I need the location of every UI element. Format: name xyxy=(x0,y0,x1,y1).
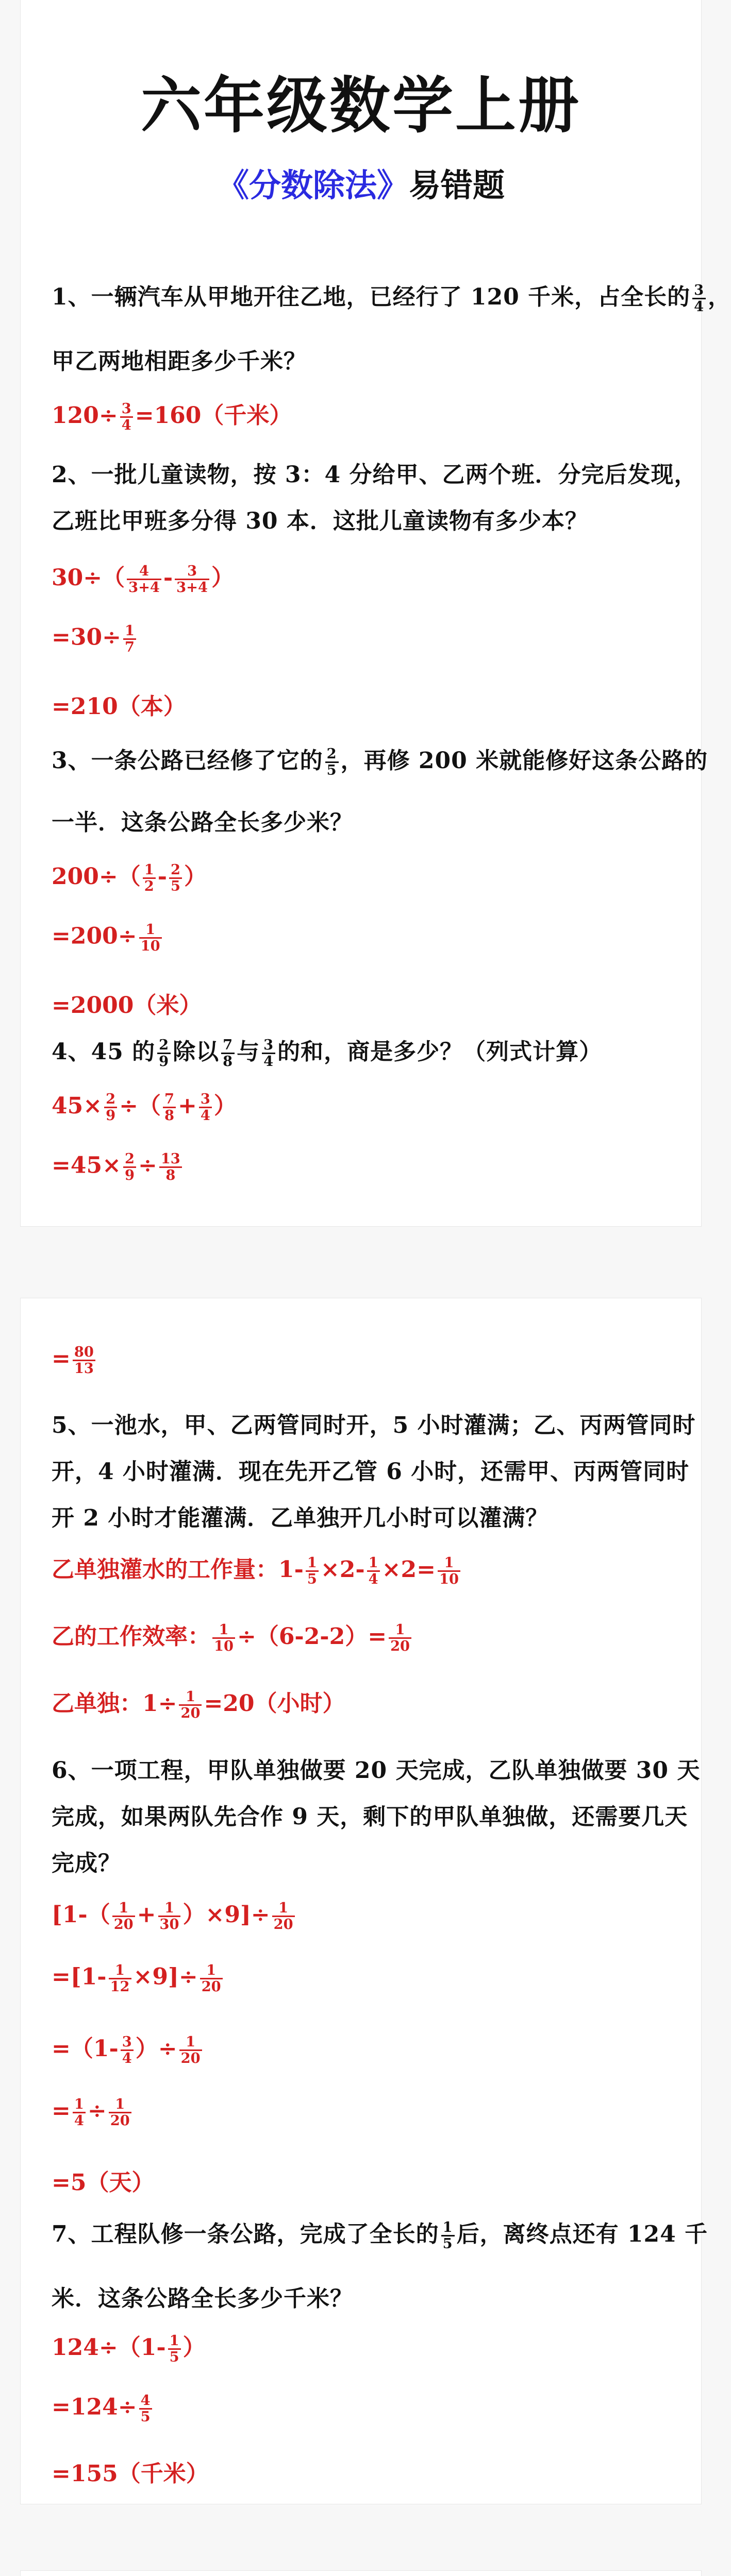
answer-6-result: =5（天） xyxy=(52,2170,155,2196)
fraction: $\frac{4}{5}$ xyxy=(139,2393,152,2424)
worksheet-page-1 xyxy=(21,0,731,1226)
page-title: 六年级数学上册 xyxy=(140,70,581,141)
question-3-line-2: 一半．这条公路全长多少米？ xyxy=(52,809,353,836)
fraction: $\frac{4}{3+4}$ xyxy=(127,564,161,595)
answer-3-step-2: =200÷ $\frac{1}{10}$ xyxy=(52,922,670,953)
fraction: $\frac{1}{10}$ xyxy=(139,922,162,953)
subtitle-topic: 《分数除法》 xyxy=(217,166,409,204)
page-subtitle xyxy=(21,160,701,206)
subtitle-suffix: 易错题 xyxy=(409,166,505,204)
fraction: $\frac{3}{3+4}$ xyxy=(175,564,209,595)
fraction: $\frac{1}{20}$ xyxy=(389,1622,411,1653)
question-5-line-3: 开 2 小时才能灌满．乙单独开几小时可以灌满？ xyxy=(52,1505,549,1531)
fraction: $\frac{1}{4}$ xyxy=(73,2097,86,2128)
fraction: $\frac{7}{8}$ xyxy=(163,1092,176,1123)
answer-7-step-1: 124÷（1- $\frac{1}{5}$ ） xyxy=(52,2332,206,2365)
answer-7-result: =155（千米） xyxy=(52,2461,209,2487)
fraction: $\frac{3}{4}$ xyxy=(121,2035,134,2065)
question-5-line-2: 开，4 小时灌满．现在先开乙管 6 小时，还需甲、丙两管同时 xyxy=(52,1459,690,1485)
fraction: $\frac{1}{5}$ xyxy=(306,1555,319,1586)
fraction: $\frac{1}{30}$ xyxy=(158,1901,181,1931)
answer-6-step-2: =[1- $\frac{1}{12}$ ×9]÷ $\frac{1}{20}$ xyxy=(52,1963,670,1994)
fraction: $\frac{1}{2}$ xyxy=(143,862,156,893)
fraction: $\frac{3}{4}$ xyxy=(262,1038,275,1069)
fraction: $\frac{1}{20}$ xyxy=(200,1963,223,1994)
fraction: $\frac{2}{9}$ xyxy=(123,1151,136,1182)
question-6-line-3: 完成？ xyxy=(52,1850,121,1876)
answer-1: 120÷ $\frac{3}{4}$ =160（千米） xyxy=(52,400,292,433)
fraction: $\frac{3}{4}$ xyxy=(120,401,133,432)
fraction: $\frac{1}{12}$ xyxy=(109,1963,131,1994)
fraction: $\frac{3}{4}$ xyxy=(199,1092,212,1123)
fraction: $\frac{80}{13}$ xyxy=(73,1345,95,1376)
answer-2-result: =210（本） xyxy=(52,693,186,720)
fraction: $\frac{1}{10}$ xyxy=(212,1622,235,1653)
worksheet-page-2 xyxy=(21,1298,708,2504)
answer-6-step-3: =（1- $\frac{3}{4}$ ）÷ $\frac{1}{20}$ xyxy=(52,2030,670,2066)
question-5-line-1: 5、一池水，甲、乙两管同时开，5 小时灌满；乙、丙两管同时 xyxy=(52,1412,696,1438)
answer-7-step-2: =124÷ $\frac{4}{5}$ xyxy=(52,2393,670,2424)
fraction: $\frac{1}{4}$ xyxy=(367,1555,380,1586)
answer-2-step-2: =30÷ $\frac{1}{7}$ xyxy=(52,623,670,654)
fraction: $\frac{2}{5}$ xyxy=(169,862,182,893)
question-2-line-2: 乙班比甲班多分得 30 本．这批儿童读物有多少本？ xyxy=(52,508,588,534)
question-6-line-1: 6、一项工程，甲队单独做要 20 天完成，乙队单独做要 30 天 xyxy=(52,1757,701,1784)
fraction: $\frac{1}{20}$ xyxy=(112,1901,135,1931)
question-4: 4、45 的 $\frac{2}{9}$ 除以 $\frac{7}{8}$ 与 $\frac{3}{4}$ 的和，商是多少？（列式计算） xyxy=(52,1037,603,1070)
answer-5-step-2: 乙的工作效率： $\frac{1}{10}$ ÷（6-2-2）= $\frac{1}{20}$ xyxy=(52,1618,670,1654)
fraction: $\frac{1}{20}$ xyxy=(179,1689,202,1720)
answer-3-step-1: 200÷（ $\frac{1}{2}$ - $\frac{2}{5}$ ） xyxy=(52,861,207,894)
fraction: $\frac{2}{9}$ xyxy=(157,1038,171,1069)
question-7-line-2: 米．这条公路全长多少千米？ xyxy=(52,2285,353,2312)
fraction: $\frac{1}{20}$ xyxy=(179,2035,202,2065)
answer-4-result: = $\frac{80}{13}$ xyxy=(52,1345,670,1376)
answer-6-step-4: = $\frac{1}{4}$ ÷ $\frac{1}{20}$ xyxy=(52,2097,670,2128)
answer-5-step-1: 乙单独灌水的工作量：1- $\frac{1}{5}$ ×2- $\frac{1}{4}$ ×2= $\frac{1}{10}$ xyxy=(52,1551,670,1587)
fraction: $\frac{1}{10}$ xyxy=(438,1555,460,1586)
question-6-line-2: 完成，如果两队先合作 9 天，剩下的甲队单独做，还需要几天 xyxy=(52,1804,688,1830)
answer-4-step-2: =45× $\frac{2}{9}$ ÷ $\frac{13}{8}$ xyxy=(52,1151,670,1182)
fraction: $\frac{1}{7}$ xyxy=(123,623,136,654)
fraction: $\frac{3}{4}$ xyxy=(692,283,706,314)
question-3-line-1: 3、一条公路已经修了它的 $\frac{2}{5}$ ，再修 200 米就能修好这条公路的 xyxy=(52,745,708,778)
worksheet-page-3 xyxy=(21,2571,701,2576)
question-2-line-1: 2、一批儿童读物，按 3：4 分给甲、乙两个班．分完后发现， xyxy=(52,462,697,488)
fraction: $\frac{1}{20}$ xyxy=(109,2097,131,2128)
fraction: $\frac{1}{5}$ xyxy=(168,2333,181,2364)
fraction: $\frac{1}{20}$ xyxy=(272,1901,295,1931)
fraction: $\frac{2}{9}$ xyxy=(104,1092,117,1123)
question-1-line-2: 甲乙两地相距多少千米？ xyxy=(52,348,307,375)
question-1-line-1: 1、一辆汽车从甲地开往乙地，已经行了 120 千米，占全长的 $\frac{3}{4}$ ， xyxy=(52,282,731,315)
fraction: $\frac{7}{8}$ xyxy=(221,1038,235,1069)
answer-2-step-1: 30÷（ $\frac{4}{3+4}$ - $\frac{3}{3+4}$ ） xyxy=(52,563,234,596)
fraction: $\frac{1}{5}$ xyxy=(441,2220,455,2251)
answer-3-result: =2000（米） xyxy=(52,992,202,1019)
fraction: $\frac{2}{5}$ xyxy=(325,747,339,777)
answer-5-result: 乙单独：1÷ $\frac{1}{20}$ =20（小时） xyxy=(52,1688,345,1721)
answer-4-step-1: 45× $\frac{2}{9}$ ÷（ $\frac{7}{8}$ + $\frac{3}{4}$ ） xyxy=(52,1091,237,1124)
question-7-line-1: 7、工程队修一条公路，完成了全长的 $\frac{1}{5}$ 后，离终点还有 124 千 xyxy=(52,2219,708,2252)
answer-6-step-1: [1-（ $\frac{1}{20}$ + $\frac{1}{30}$ ）×9]÷ $\frac{1}{20}$ xyxy=(52,1896,670,1932)
fraction: $\frac{13}{8}$ xyxy=(159,1151,182,1182)
